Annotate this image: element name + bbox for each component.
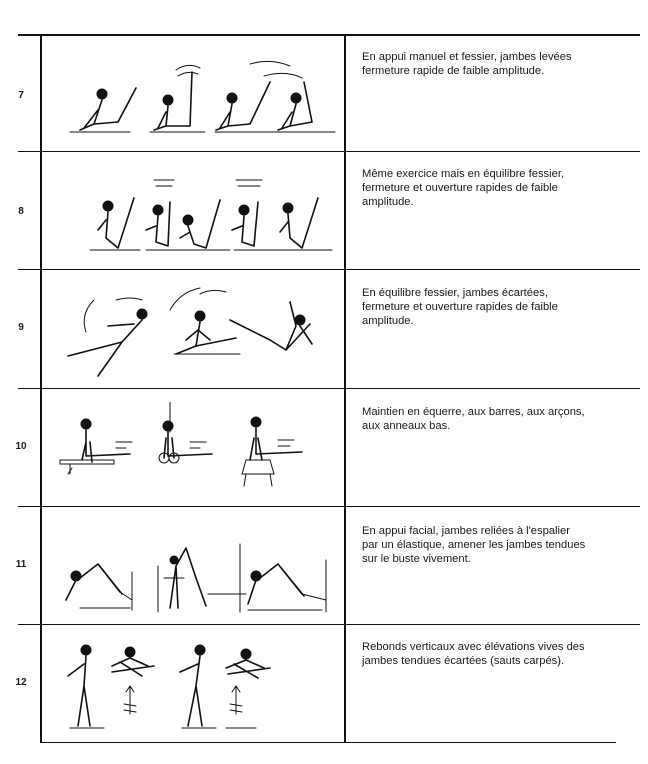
table-rule-left <box>40 34 42 743</box>
gymnast-figure-icon <box>158 548 246 612</box>
illustration-row-8 <box>50 168 340 260</box>
gymnast-figure-icon <box>278 198 332 250</box>
row-description-10: Maintien en équerre, aux barres, aux arçons, aux anneaux bas. <box>362 406 585 432</box>
gymnast-figure-icon <box>264 73 335 132</box>
illustration-row-10 <box>50 402 340 498</box>
gymnast-figure-icon <box>60 419 132 474</box>
gymnast-figure-icon <box>150 65 205 132</box>
table-rule-middle <box>344 34 346 743</box>
illustration-row-11 <box>50 520 340 616</box>
gymnast-figure-icon <box>230 302 312 350</box>
illustration-row-12 <box>50 636 340 736</box>
table-rule-row-8 <box>18 269 640 270</box>
gymnast-figure-icon <box>68 645 104 728</box>
table-rule-bottom <box>40 742 616 743</box>
illustration-row-7 <box>50 52 340 142</box>
gymnast-figure-icon <box>68 298 147 376</box>
gymnast-figure-icon <box>170 288 240 354</box>
row-number-12: 12 <box>15 677 27 688</box>
row-number-11: 11 <box>15 559 27 570</box>
row-number-9: 9 <box>18 322 24 333</box>
illustration-row-9 <box>50 284 340 380</box>
table-rule-row-9 <box>18 388 640 389</box>
gymnast-figure-icon <box>226 649 270 728</box>
row-description-7: En appui manuel et fessier, jambes levées fermeture rapide de faible amplitude. <box>362 51 572 77</box>
table-rule-top <box>18 34 640 36</box>
gymnast-figure-icon <box>90 198 140 250</box>
gymnast-figure-icon <box>242 417 302 486</box>
table-rule-row-11 <box>18 624 640 625</box>
row-description-12: Rebonds verticaux avec élévations vives des jambes tendues écartées (sauts carpés). <box>362 641 585 667</box>
row-description-9: En équilibre fessier, jambes écartées, fermeture et ouverture rapides de faible amplitude. <box>362 287 558 327</box>
gymnast-figure-icon <box>232 180 282 250</box>
row-number-8: 8 <box>18 206 24 217</box>
gymnast-figure-icon <box>176 200 230 250</box>
row-number-10: 10 <box>15 441 27 452</box>
gymnast-figure-icon <box>159 402 212 463</box>
table-rule-row-10 <box>18 506 640 507</box>
row-number-7: 7 <box>18 90 24 101</box>
row-description-8: Même exercice mais en équilibre fessier, fermeture et ouverture rapides de faible amplitude. <box>362 168 565 208</box>
row-description-11: En appui facial, jambes reliées à l'espalier par un élastique, amener les jambes tendues sur le buste vivement. <box>362 525 586 565</box>
gymnast-figure-icon <box>70 88 136 132</box>
gymnast-figure-icon <box>112 647 154 714</box>
table-rule-row-7 <box>18 151 640 152</box>
gymnast-figure-icon <box>240 544 326 612</box>
gymnast-figure-icon <box>180 645 216 728</box>
gymnast-figure-icon <box>215 61 290 132</box>
gymnast-figure-icon <box>66 564 132 610</box>
